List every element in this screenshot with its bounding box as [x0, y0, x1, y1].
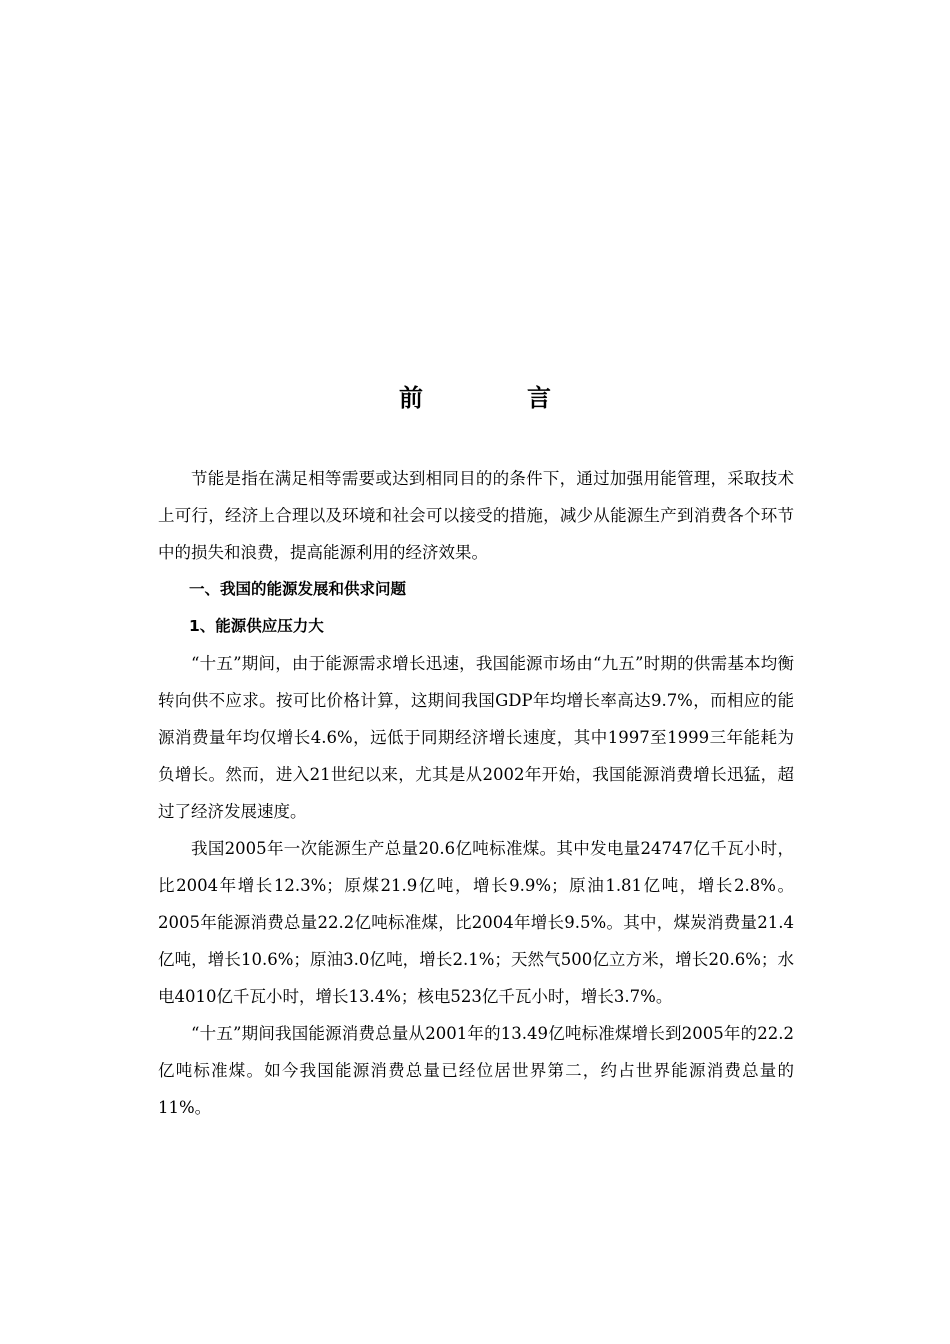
intro-paragraph: 节能是指在满足相等需要或达到相同目的的条件下，通过加强用能管理，采取技术上可行，经济上合理以及环境和社会可以接受的措施，减少从能源生产到消费各个环节中的损失和浪费，提高能源利用的经济效果。	[158, 469, 794, 562]
body-paragraph: “十五”期间，由于能源需求增长迅速，我国能源市场由“九五”时期的供需基本均衡转向供不应求。按可比价格计算，这期间我国GDP年均增长率高达9.7%，而相应的能源消费量年均仅增长4.6%，远低于同期经济增长速度，其中1997至1999三年能耗为负增长。然而，进入21世纪以来，尤其是从2002年开始，我国能源消费增长迅猛，超过了经济发展速度。	[158, 654, 794, 821]
body-paragraph: 我国2005年一次能源生产总量20.6亿吨标准煤。其中发电量24747亿千瓦小时，比2004年增长12.3%；原煤21.9亿吨，增长9.9%；原油1.81亿吨，增长2.8%。2005年能源消费总量22.2亿吨标准煤，比2004年增长9.5%。其中，煤炭消费量21.4亿吨，增长10.6%；原油3.0亿吨，增长2.1%；天然气500亿立方米，增长20.6%；水电4010亿千瓦小时，增长13.4%；核电523亿千瓦小时，增长3.7%。	[158, 839, 794, 1006]
page-title: 前 言	[399, 384, 591, 412]
body-paragraph: “十五”期间我国能源消费总量从2001年的13.49亿吨标准煤增长到2005年的22.2亿吨标准煤。如今我国能源消费总量已经位居世界第二，约占世界能源消费总量的11%。	[158, 1024, 794, 1117]
document-body	[158, 460, 794, 1126]
section-heading: 一、我国的能源发展和供求问题	[189, 580, 407, 598]
subsection-heading: 1、能源供应压力大	[189, 617, 324, 635]
